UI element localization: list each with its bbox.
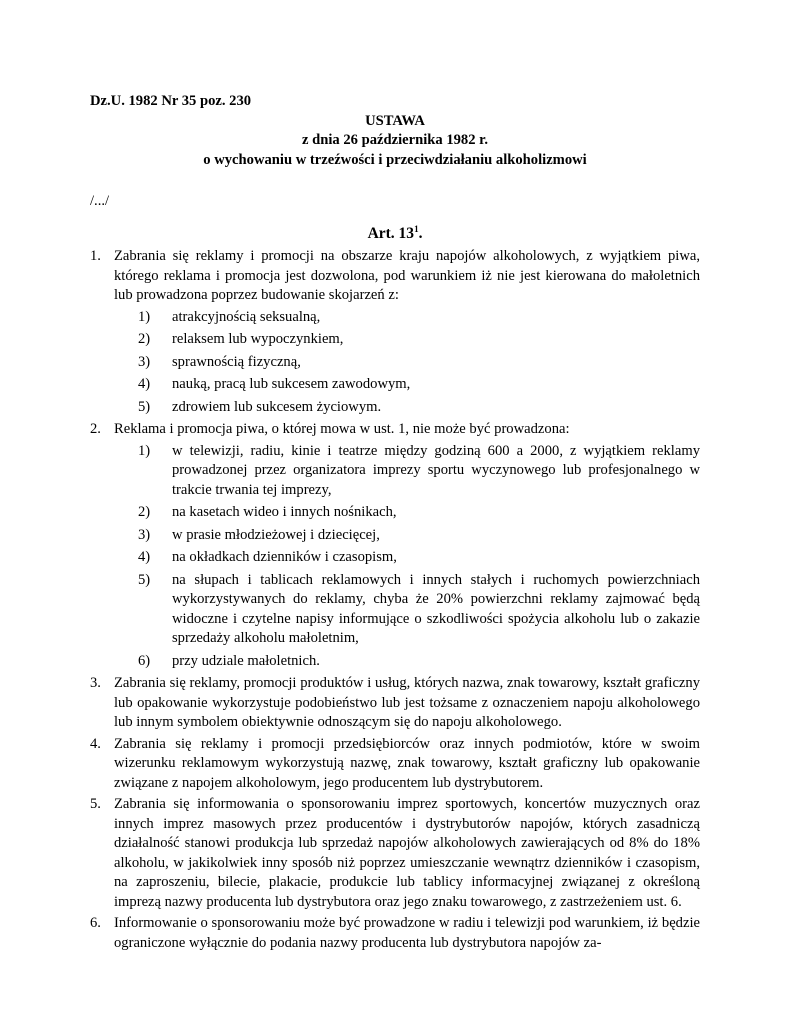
point-item: [114, 375, 700, 395]
point-text: nauką, pracą lub sukcesem zawodowym,: [172, 376, 411, 392]
point-item: [114, 398, 700, 418]
point-item: [114, 548, 700, 568]
paragraph-number: 5.: [90, 796, 101, 812]
act-date: z dnia 26 października 1982 r.: [302, 132, 488, 148]
act-title: o wychowaniu w trzeźwości i przeciwdziałaniu alkoholizmowi: [203, 151, 587, 168]
paragraph-text: Zabrania się reklamy i promocji przedsiębiorców oraz innych podmiotów, które w swoim wizerunku reklamowym wykorzystują nazwę, znak towarowy, kształt graficzny lub opakowanie związane z napojem alkoholowym, jego producentem lub dystrybutorem.: [114, 735, 700, 791]
point-number: 1): [138, 442, 151, 459]
point-text: w prasie młodzieżowej i dziecięcej,: [172, 526, 380, 543]
paragraph-3: [90, 674, 700, 733]
paragraph-number: 6.: [90, 915, 101, 931]
paragraph-text: Zabrania się reklamy i promocji na obszarze kraju napojów alkoholowych, z wyjątkiem piwa, którego reklama i promocja jest dozwolona, pod warunkiem iż nie jest kierowana do małoletnich lub prowadzona poprzez budowanie skojarzeń z:: [114, 248, 700, 303]
point-text: na okładkach dzienników i czasopism,: [172, 549, 397, 565]
point-list: [114, 442, 700, 672]
point-item: [114, 330, 700, 350]
point-number: 2): [138, 504, 151, 520]
point-text: w telewizji, radiu, kinie i teatrze między godziną 600 a 2000, z wyjątkiem reklamy prowadzonej przez organizatora imprezy sportu wyczynowego lub profesjonalnego w trakcie trwania tej imprezy,: [172, 442, 700, 498]
point-number: 5): [138, 398, 151, 415]
act-heading: [90, 112, 700, 171]
point-text: sprawnością fizyczną,: [172, 353, 301, 370]
point-item: [114, 503, 700, 523]
act-type: USTAWA: [365, 112, 425, 129]
paragraph-text: Zabrania się reklamy, promocji produktów i usług, których nazwa, znak towarowy, kształt graficzny lub opakowanie wykorzystuje podobieństwo lub jest tożsame z oznaczeniem napoju alkoholowego lub innym symbolem obiektywnie odnoszącym się do napoju alkoholowego.: [114, 675, 700, 730]
article-paragraphs: [90, 247, 700, 953]
point-number: 6): [138, 652, 151, 669]
paragraph-number: 3.: [90, 675, 101, 691]
point-number: 1): [138, 308, 151, 325]
point-number: 3): [138, 526, 151, 543]
paragraph-4: [90, 735, 700, 794]
point-item: [114, 652, 700, 672]
paragraph-1: [90, 247, 700, 417]
point-list: [114, 308, 700, 418]
article-title-dot: .: [418, 224, 423, 242]
article-title: [90, 220, 700, 244]
point-text: relaksem lub wypoczynkiem,: [172, 331, 344, 347]
paragraph-text: Reklama i promocja piwa, o której mowa w ust. 1, nie może być prowadzona:: [114, 421, 570, 437]
omission-marker: /.../: [90, 193, 110, 209]
paragraph-number: 1.: [90, 248, 101, 264]
point-text: zdrowiem lub sukcesem życiowym.: [172, 398, 382, 415]
article-superscript: 1: [414, 223, 419, 234]
paragraph-number: 4.: [90, 735, 101, 752]
article-number: Art. 13: [367, 224, 415, 242]
point-number: 5): [138, 571, 151, 588]
paragraph-2: [90, 420, 700, 671]
paragraph-number: 2.: [90, 421, 101, 437]
point-text: przy udziale małoletnich.: [172, 652, 320, 669]
point-item: [114, 308, 700, 328]
document-page: [90, 92, 700, 955]
point-item: [114, 353, 700, 373]
point-number: 2): [138, 331, 151, 347]
point-number: 4): [138, 376, 151, 392]
journal-reference: Dz.U. 1982 Nr 35 poz. 230: [90, 93, 252, 109]
paragraph-5: [90, 795, 700, 912]
point-number: 4): [138, 549, 151, 565]
paragraph-text: Informowanie o sponsorowaniu może być prowadzone w radiu i telewizji pod warunkiem, iż będzie ograniczone wyłącznie do podania nazwy producenta lub dystrybutora napojów za-: [114, 915, 700, 951]
point-text: atrakcyjnością seksualną,: [172, 308, 321, 325]
point-item: [114, 526, 700, 546]
paragraph-text: Zabrania się informowania o sponsorowaniu imprez sportowych, koncertów muzycznych oraz innych imprez masowych przez producentów i dystrybutorów napojów, których zasadniczą działalność stanowi produkcja lub sprzedaż napojów alkoholowych zawierających od 8% do 18% alkoholu, w jakikolwiek inny sposób niż poprzez umieszczanie wewnątrz dzienników i czasopism, na zaproszeniu, bilecie, plakacie, produkcie lub tablicy informacyjnej związanej z określoną imprezą nazwy producenta lub dystrybutora oraz jego znaku towarowego, z zastrzeżeniem ust. 6.: [114, 796, 700, 910]
point-text: na kasetach wideo i innych nośnikach,: [172, 504, 397, 520]
point-number: 3): [138, 353, 151, 370]
point-text: na słupach i tablicach reklamowych i innych stałych i ruchomych powierzchniach wykorzystywanych do reklamy, chyba że 20% powierzchni reklamy zajmować będą widoczne i czytelne napisy informujące o szkodliwości spożycia alkoholu lub o zakazie sprzedaży alkoholu małoletnim,: [172, 571, 700, 646]
paragraph-6: [90, 914, 700, 953]
point-item: [114, 442, 700, 501]
point-item: [114, 571, 700, 649]
